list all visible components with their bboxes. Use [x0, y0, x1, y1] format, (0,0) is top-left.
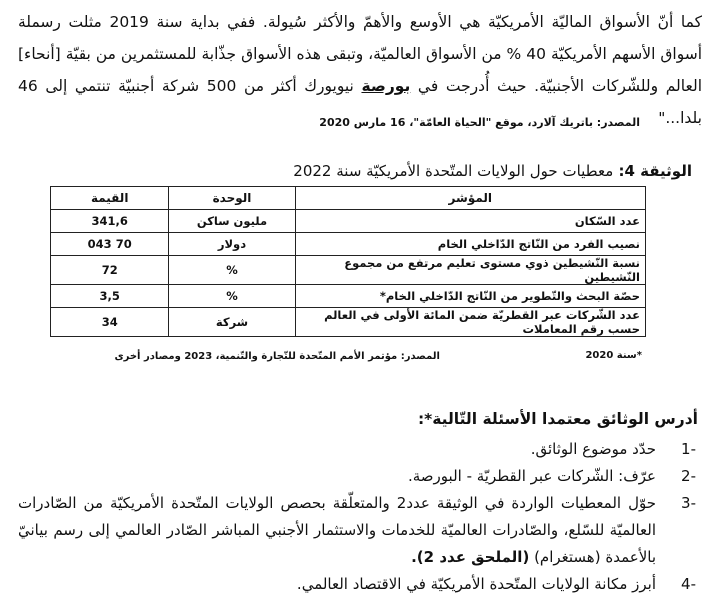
document-4-heading: معطيات حول الولايات المتّحدة الأمريكيّة سنة 2022 — [293, 162, 614, 180]
table-row — [51, 210, 646, 233]
cell-value: 72 — [51, 256, 169, 285]
table-row — [51, 233, 646, 256]
source-citation-2: المصدر: مؤتمر الأمم المتّحدة للتّجارة والتّنمية، 2023 ومصادر أخرى — [114, 351, 440, 362]
question-item — [18, 436, 702, 463]
intro-paragraph — [18, 6, 702, 134]
document-4-title — [293, 162, 692, 180]
cell-indicator: حصّة البحث والتّطوير من النّاتج الدّاخلي الخام* — [295, 285, 645, 308]
cell-value: 34 — [51, 308, 169, 337]
cell-unit: مليون ساكن — [169, 210, 295, 233]
intro-text-2: نيويورك أكثر من 500 شركة أجنبيّة تنتمي إلى 46 بلدا..." — [18, 77, 702, 127]
cell-value: 3,5 — [51, 285, 169, 308]
intro-underlined-word: بورصة — [361, 77, 411, 95]
question-text: أبرز مكانة الولايات المتّحدة الأمريكيّة في الاقتصاد العالمي. — [296, 575, 656, 593]
cell-indicator: عدد السّكان — [295, 210, 645, 233]
cell-unit: % — [169, 285, 295, 308]
table-footnote: *سنة 2020 — [585, 350, 642, 361]
question-item — [18, 571, 702, 598]
header-indicator: المؤشر — [295, 187, 645, 210]
question-number: -1 — [681, 440, 696, 458]
table-row — [51, 256, 646, 285]
header-unit: الوحدة — [169, 187, 295, 210]
header-value: القيمة — [51, 187, 169, 210]
table-row — [51, 285, 646, 308]
question-number: -2 — [681, 467, 696, 485]
question-text: عرّف: الشّركات عبر القطريّة - البورصة. — [408, 467, 656, 485]
document-4-label: الوثيقة 4: — [618, 162, 692, 180]
question-text: حوّل المعطيات الواردة في الوثيقة عدد2 والمتعلّقة بحصص الولايات المتّحدة الأمريكيّة من الصّادرات العالميّة للسّلع، والصّادرات العالميّة للخدمات والاستثمار الأجنبي المباشر الصّادر العالمي إلى رسم بيانيّ بالأعمدة (هستغرام) — [18, 494, 657, 566]
cell-unit: دولار — [169, 233, 295, 256]
cell-indicator: نسبة النّشيطين ذوي مستوى تعليم مرتفع من مجموع النّشيطين — [295, 256, 645, 285]
questions-list — [18, 436, 702, 598]
cell-value: 341,6 — [51, 210, 169, 233]
question-item — [18, 490, 702, 571]
cell-unit: % — [169, 256, 295, 285]
document-4-table — [50, 186, 646, 337]
cell-unit: شركة — [169, 308, 295, 337]
questions-heading: أدرس الوثائق معتمدا الأسئلة التّالية*: — [417, 410, 698, 428]
question-number: -4 — [681, 575, 696, 593]
cell-indicator: عدد الشّركات عبر القطريّة ضمن المائة الأولى في العالم حسب رقم المعاملات — [295, 308, 645, 337]
source-citation-1: المصدر: باتريك آلارد، موقع "الحياة العامّة"، 16 مارس 2020 — [319, 116, 640, 129]
cell-value: 70 043 — [51, 233, 169, 256]
table-row — [51, 308, 646, 337]
question-annex-reference: (الملحق عدد 2). — [411, 548, 530, 566]
cell-indicator: نصيب الفرد من النّاتج الدّاخلي الخام — [295, 233, 645, 256]
table-header-row — [51, 187, 646, 210]
question-text: حدّد موضوع الوثائق. — [530, 440, 656, 458]
question-number: -3 — [681, 494, 696, 512]
question-item — [18, 463, 702, 490]
intro-text-1: كما أنّ الأسواق الماليّة الأمريكيّة هي الأوسع والأهمّ والأكثر سُيولة. ففي بداية سنة 2019 مثلت رسملة أسواق الأسهم الأمريكيّة 40 % من الأسواق العالميّة، وتبقى هذه الأسواق جذّابة للمستثمرين من بقيّة [أنحاء] العالم وللشّركات الأجنبيّة. حيث أُدرجت في — [18, 13, 703, 95]
